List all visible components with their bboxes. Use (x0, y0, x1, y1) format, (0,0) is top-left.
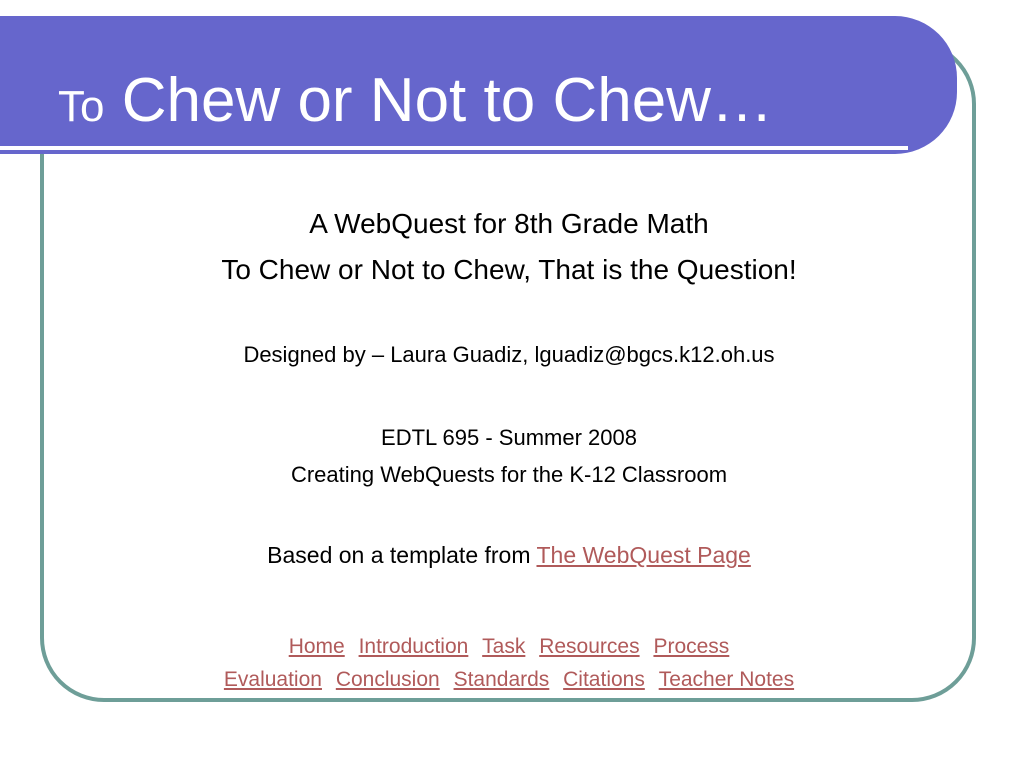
slide-body (44, 0, 974, 768)
tagline: To Chew or Not to Chew, That is the Question! (221, 254, 797, 285)
nav-row-2 (44, 667, 974, 693)
nav-resources-link[interactable]: Resources (539, 635, 640, 658)
nav-process-link[interactable]: Process (653, 635, 730, 658)
nav-home-link[interactable]: Home (288, 635, 345, 658)
nav-teacher-notes-link[interactable]: Teacher Notes (658, 668, 795, 691)
nav-standards-link[interactable]: Standards (453, 668, 550, 691)
nav-citations-link[interactable]: Citations (563, 668, 645, 691)
nav-row-1 (44, 634, 974, 660)
nav-task-link[interactable]: Task (482, 635, 526, 658)
nav-introduction-link[interactable]: Introduction (358, 635, 469, 658)
title-rest: Chew or Not to Chew… (104, 66, 773, 135)
nav-conclusion-link[interactable]: Conclusion (335, 668, 440, 691)
course-code: EDTL 695 - Summer 2008 (381, 425, 637, 450)
title-prefix: To (58, 82, 105, 131)
designer-credit: Designed by – Laura Guadiz, lguadiz@bgcs.k12.oh.us (243, 342, 775, 367)
webquest-page-link[interactable]: The WebQuest Page (536, 542, 751, 568)
subtitle: A WebQuest for 8th Grade Math (309, 208, 709, 239)
nav-evaluation-link[interactable]: Evaluation (223, 668, 322, 691)
template-credit (44, 541, 974, 569)
template-prefix: Based on a template from (267, 542, 537, 568)
course-title: Creating WebQuests for the K-12 Classroom (290, 462, 728, 487)
